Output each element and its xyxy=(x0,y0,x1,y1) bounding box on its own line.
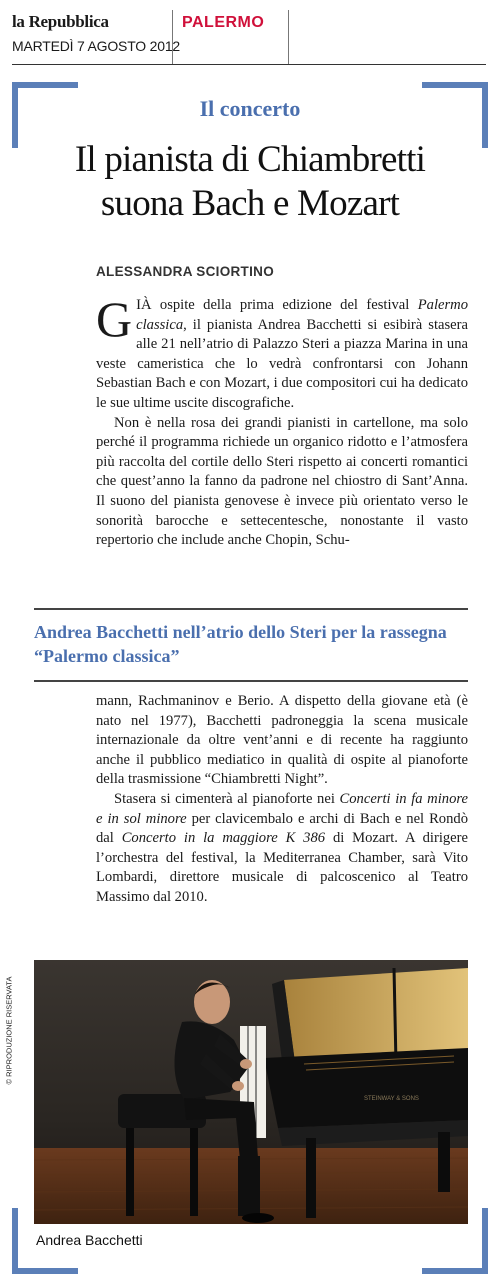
newspaper-logo: la Repubblica xyxy=(12,12,109,31)
headline-line-1: Il pianista di Chiambretti xyxy=(74,139,426,180)
masthead-divider xyxy=(288,10,289,64)
pianist-illustration xyxy=(34,960,468,1224)
paragraph-1: GIÀ ospite della prima edizione del festival Palermo classica, il pianista Andrea Bacchetti si esibirà stasera alle 21 nell’atrio di Palazzo Steri a piazza Marina in una veste cameristica che lo vedrà confrontarsi con Johann Sebastian Bach e con Mozart, i due compositori cui ha dedicato le sue ultime uscite discografiche. xyxy=(96,296,468,411)
pullquote-rule-bottom xyxy=(34,680,468,682)
masthead-divider xyxy=(172,10,173,64)
issue-date: MARTEDÌ 7 AGOSTO 2012 xyxy=(12,38,181,54)
headline-line-2: suona Bach e Mozart xyxy=(100,183,400,224)
masthead xyxy=(12,10,486,62)
pullquote-rule-top xyxy=(34,608,468,610)
photo-caption: Andrea Bacchetti xyxy=(36,1232,143,1248)
article-headline xyxy=(20,138,480,226)
article-kicker: Il concerto xyxy=(199,96,301,121)
pullquote: Andrea Bacchetti nell’atrio dello Steri per la rassegna “Palermo classica” xyxy=(34,622,447,666)
article-byline: ALESSANDRA SCIORTINO xyxy=(96,264,275,279)
article-photo xyxy=(34,960,468,1224)
piano-brand-mark: STEINWAY & SONS xyxy=(364,1096,419,1102)
copyright-notice: © RIPRODUZIONE RISERVATA xyxy=(4,976,14,1085)
article-body-top xyxy=(96,296,468,592)
article-body-bottom xyxy=(96,692,468,942)
paragraph-4: Stasera si cimenterà al pianoforte nei Concerti in fa minore e in sol minore per clavicembalo e archi di Bach e nel Rondò dal Concerto in la maggiore K 386 di Mozart. A dirigere l’orchestra del festival, la Mediterranea Chamber, sarà Vito Lombardi, direttore musicale di palcoscenico al Teatro Massimo dal 2010. xyxy=(96,790,468,905)
section-label: PALERMO xyxy=(182,14,265,31)
masthead-rule xyxy=(12,64,486,65)
drop-cap: G xyxy=(96,296,133,347)
paragraph-3: mann, Rachmaninov e Berio. A dispetto della giovane età (è nato nel 1977), Bacchetti padroneggia la scena musicale internazionale da oltre vent’anni e di recente ha raggiunto anche il pubblico mediatico in qualità di ospite al pianoforte della trasmissione “Chiambretti Night”. xyxy=(96,693,468,788)
paragraph-2: Non è nella rosa dei grandi pianisti in cartellone, ma solo perché il programma richiede un organico ridotto e l’atmosfera più raccolta del cortile dello Steri rispetto ai concerti romantici che quest’anno la fanno da padrone nel chiostro di Sant’Anna. Il suono del pianista genovese è invece più orientato verso le sonorità barocche e settecentesche, nonostante il vasto repertorio che include anche Chopin, Schu- xyxy=(96,414,468,549)
